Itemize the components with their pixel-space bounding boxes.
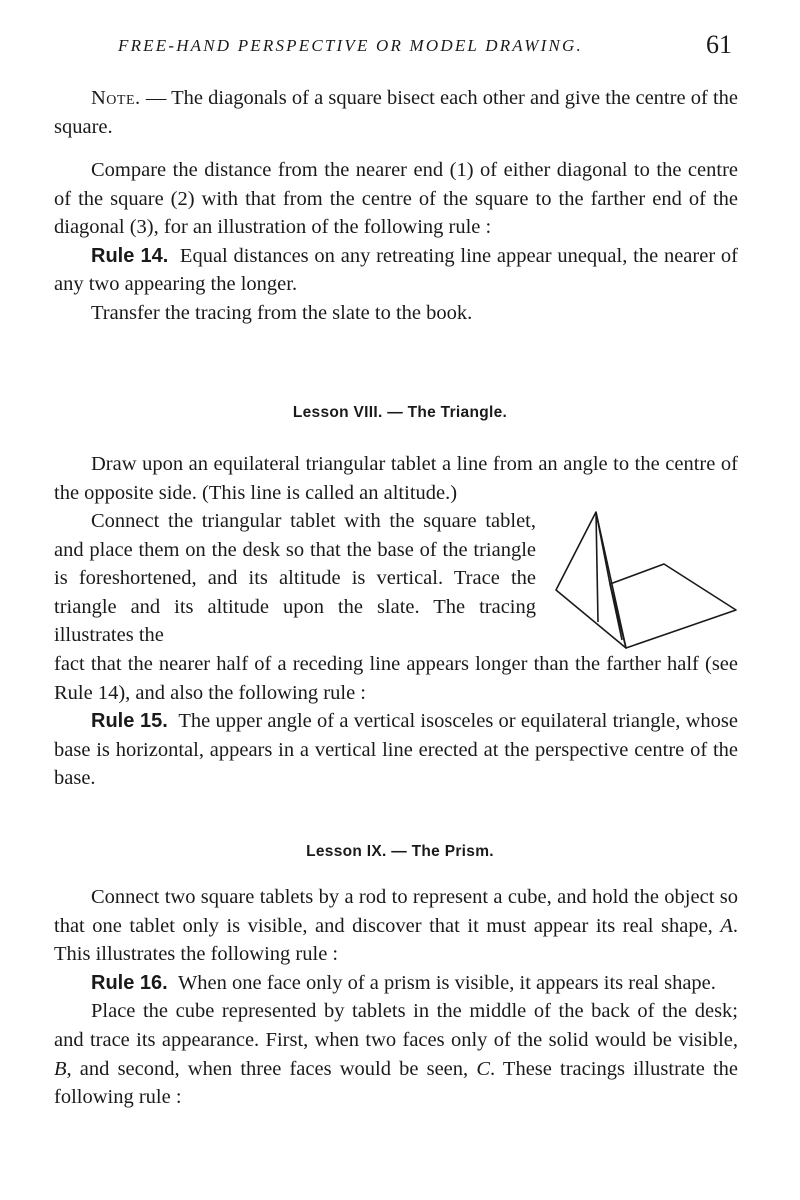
compare-paragraph: Compare the distance from the nearer end (1) of either diagonal to the centre of the square (2) with that from the centre of the square to the farther end of the diagonal (3), for an illustration of the following rule : xyxy=(54,159,738,239)
lesson9-section xyxy=(54,883,738,1112)
running-title: FREE-HAND PERSPECTIVE OR MODEL DRAWING. xyxy=(118,36,583,55)
page-number: 61 xyxy=(706,30,732,59)
triangle-altitude xyxy=(596,512,598,622)
lesson8-heading: Lesson VIII. — The Triangle. xyxy=(292,404,508,421)
rule16-label: Rule 16. xyxy=(91,971,168,994)
note-label: Note. xyxy=(91,87,141,109)
triangle-outline xyxy=(556,512,626,648)
lesson8-connect-wrap: Connect the triangular tablet with the square tablet, and place them on the desk so that the base of the triangle is foreshortened, and its altitude is vertical. Trace the triangle and its altitude upon the slate. The tracing illustrates the xyxy=(54,510,536,647)
rule15-text: The upper angle of a vertical isosceles or equilateral triangle, whose base is horizontal, appears in a vertical line erected at the perspective centre of the base. xyxy=(54,710,739,790)
rule14-section xyxy=(54,156,738,328)
triangle-square-figure xyxy=(552,508,742,656)
lesson9-place-paragraph: Place the cube represented by tablets in the middle of the back of the desk; and trace its appearance. First, when two faces only of the solid would be visible, B, and second, when three faces would be seen, C. These tracings illustrate the following rule : xyxy=(54,1000,739,1109)
rule15-label: Rule 15. xyxy=(91,710,168,733)
page-header xyxy=(0,28,800,68)
transfer-paragraph: Transfer the tracing from the slate to the book. xyxy=(91,301,473,324)
connect-rest-paragraph: fact that the nearer half of a receding line appears longer than the farther half (see Rule 14), and also the following rule : xyxy=(54,653,738,704)
figure-ref-c: C xyxy=(476,1057,491,1080)
rule15-paragraph xyxy=(54,707,738,793)
square-front-edge xyxy=(610,584,622,640)
rule16-text: When one face only of a prism is visible, it appears its real shape. xyxy=(177,971,716,994)
lesson9-heading: Lesson IX. — The Prism. xyxy=(306,843,494,860)
rule16-paragraph xyxy=(54,969,738,998)
lesson9-connect-paragraph: Connect two square tablets by a rod to represent a cube, and hold the object so that one tablet only is visible, and discover that it must appear its real shape, A. This illustrates the following rule : xyxy=(54,886,738,966)
lesson8-rule15-section xyxy=(54,650,738,793)
lesson8-draw-paragraph: Draw upon an equilateral triangular tablet a line from an angle to the centre of the opposite side. (This line is called an altitude.) xyxy=(54,453,738,504)
square-tablet-outline xyxy=(610,564,736,648)
rule14-label: Rule 14. xyxy=(91,244,169,267)
note-text: — The diagonals of a square bisect each other and give the centre of the square. xyxy=(54,87,738,138)
rule14-paragraph xyxy=(54,242,738,299)
triangle-edge xyxy=(596,512,610,584)
figure-ref-a: A xyxy=(720,914,733,937)
rule14-text: Equal distances on any retreating line appear unequal, the nearer of any two appearing the longer. xyxy=(54,244,738,296)
figure-ref-b: B xyxy=(54,1057,67,1080)
note-paragraph xyxy=(54,84,738,141)
